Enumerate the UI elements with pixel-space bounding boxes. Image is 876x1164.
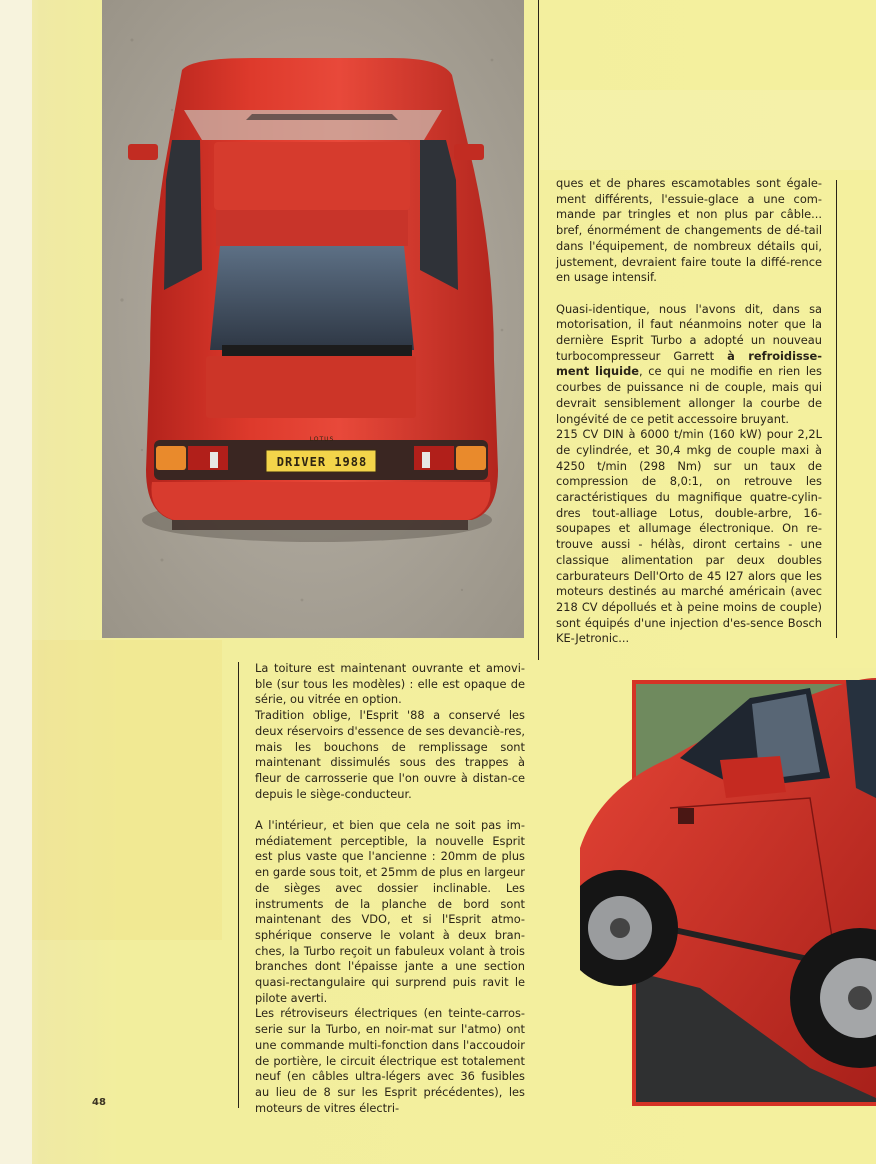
left-column-rule: [238, 662, 239, 1108]
right-paragraph-1: ques et de phares escamotables sont égale-ment différents, l'essuie-glace a une com-mande par tringles et non plus par câble... bref, énormément de changements de dé-tail dans l'équipement, de nombreux détails qui, justement, devraient faire toute la diffé-rence en usage intensif.: [556, 176, 822, 285]
background-band: [540, 90, 876, 170]
left-paragraph-3: A l'intérieur, et bien que cela ne soit pas im-médiatement perceptible, la nouvelle Esprit est plus vaste que l'ancienne : 20mm de plus en garde sous toit, et 25mm de plus en largeur de sièges avec dossier inclinable. Les instruments de la planche de bord sont maintenant des VDO, et si l'Esprit atmo-sphérique conserve le volant à deux bran-ches, la Turbo reçoit un fabuleux volant à trois branches dont l'épaisse jante a une section quasi-rectangulaire qui surprend puis ravit le pilote averti.: [255, 818, 525, 1005]
left-paragraph-2: Tradition oblige, l'Esprit '88 a conservé les deux réservoirs d'essence de ses devanciè-res, mais les bouchons de remplissage sont maintenant dissimulés sous des trappes à fleur de carrosserie que l'on ouvre à distan-ce depuis le siège-conducteur.: [255, 708, 525, 801]
column-divider: [538, 0, 539, 660]
bottom-car-photo: [580, 668, 876, 1108]
bold-phrase: à refroidisse-ment liquide: [556, 348, 822, 379]
page-number: 48: [92, 1097, 106, 1108]
right-column-rule: [836, 180, 837, 638]
right-paragraph-2: Quasi-identique, nous l'avons dit, dans sa motorisation, il faut néanmoins noter que la dernière Esprit Turbo a adopté un nouveau turbocompresseur Garrett à refroidisse-ment liquide, ce qui ne modifie en rien les courbes de puissance ni de couple, mais qui devrait sensiblement allonger la courbe de longévité de ce petit accessoire bruyant.: [556, 301, 822, 426]
dealer-plate-text: LOTUS: [309, 436, 335, 443]
background-shade: [32, 640, 222, 940]
left-article-column: [255, 661, 525, 1116]
right-paragraph-3: 215 CV DIN à 6000 t/min (160 kW) pour 2,2L de cylindrée, et 30,4 mkg de couple maxi à 4250 t/min (298 Nm) sur un taux de compression de 8,0:1, on retrouve les caractéristiques du magnifique quatre-cylin-dres tout-alliage Lotus, double-arbre, 16-soupapes et allumage électronique. On re-trouve aussi - hélàs, diront certains - une classique alimentation par deux doubles carburateurs Dell'Orto de 45 I27 alors que les moteurs destinés au marché américain (avec 218 CV dépollués et à peine moins de couple) sont équipés d'une injection d'es-sence Bosch KE-Jetronic...: [556, 427, 822, 646]
license-plate-text: DRIVER 1988: [276, 455, 368, 469]
page-left-margin: [0, 0, 32, 1164]
right-article-column: [556, 176, 822, 647]
left-paragraph-1: La toiture est maintenant ouvrante et amovi-ble (sur tous les modèles) : elle est opaque de série, ou vitrée en option.: [255, 661, 525, 707]
top-car-photo: [102, 0, 524, 638]
left-paragraph-4: Les rétroviseurs électriques (en teinte-carros-serie sur la Turbo, en noir-mat sur l'atmo) ont une commande multi-fonction dans l'accoudoir de portière, le circuit électrique est totalement neuf (en câbles ultra-légers avec 36 fusibles au lieu de 8 sur les Esprit précédentes), les moteurs de vitres électri-: [255, 1006, 525, 1115]
